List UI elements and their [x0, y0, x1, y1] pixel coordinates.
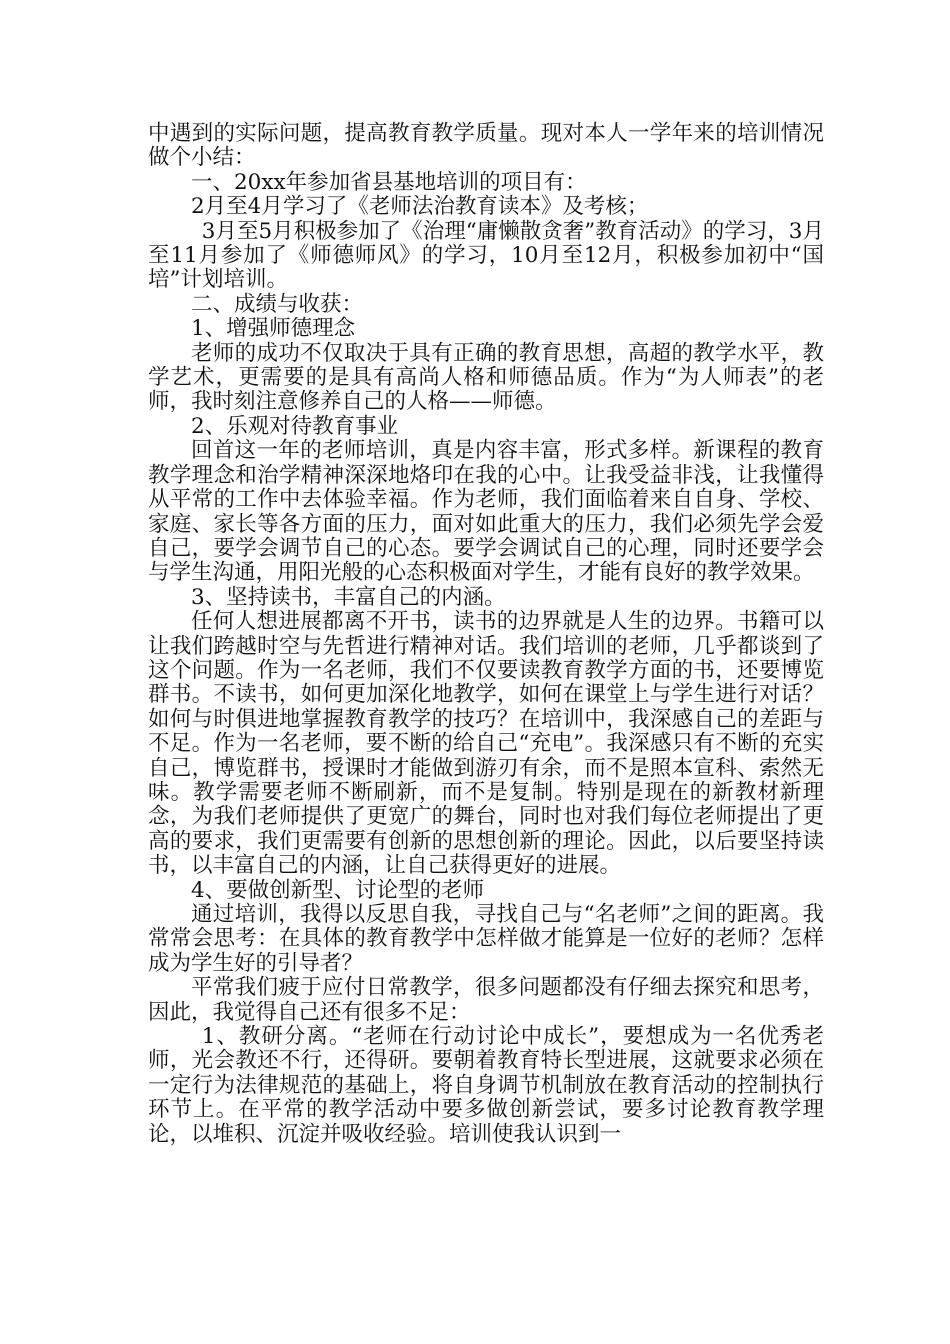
subsection-heading: 1、增强师德理念: [191, 316, 356, 342]
subsection-heading: 2、乐观对待教育事业: [191, 413, 399, 439]
subsection-heading: 3、坚持读书，丰富自己的内涵。: [191, 584, 506, 610]
paragraph: 老师的成功不仅取决于具有正确的教育思想，高超的教学水平，教学艺术，更需要的是具有高尚人格和师德品质。作为“为人师表”的老师，我时刻注意修养自己的人格——师德。: [148, 340, 824, 415]
document-body: [148, 122, 824, 1147]
paragraph: 一、20xx年参加省县基地培训的项目有：: [191, 169, 587, 195]
paragraph: 任何人想进展都离不开书，读书的边界就是人生的边界。书籍可以让我们跨越时空与先哲进行精神对话。我们培训的老师，几乎都谈到了这个问题。作为一名老师，我们不仅要读教育教学方面的书，还要博览群书。不读书，如何更加深化地教学，如何在课堂上与学生进行对话？如何与时俱进地掌握教育教学的技巧？在培训中，我深感自己的差距与不足。作为一名老师，要不断的给自己“充电”。我深感只有不断的充实自己，博览群书，授课时才能做到游刃有余，而不是照本宣科、索然无味。教学需要老师不断刷新，而不是复制。特别是现在的新教材新理念，为我们老师提供了更宽广的舞台，同时也对我们每位老师提出了更高的要求，我们更需要有创新的思想创新的理论。因此，以后要坚持读书，以丰富自己的内涵，让自己获得更好的进展。: [148, 609, 824, 879]
paragraph: 平常我们疲于应付日常教学，很多问题都没有仔细去探究和思考，因此，我觉得自己还有很多不足：: [148, 975, 824, 1025]
paragraph: 1、教研分离。“老师在行动讨论中成长”，要想成为一名优秀老师，光会教还不行，还得研。要朝着教育特长型进展，这就要求必须在一定行为法律规范的基础上，将自身调节机制放在教育活动的控制执行环节上。在平常的教学活动中要多做创新尝试，要多讨论教育教学理论，以堆积、沉淀并吸收经验。培训使我认识到一: [148, 1024, 824, 1147]
section-heading: 二、成绩与收获：: [191, 291, 364, 317]
paragraph: 3月至5月积极参加了《治理“庸懒散贪奢”教育活动》的学习，3月至11月参加了《师德师风》的学习，10月至12月，积极参加初中“国培”计划培训。: [148, 218, 824, 293]
paragraph: 中遇到的实际问题，提高教育教学质量。现对本人一学年来的培训情况做个小结：: [148, 121, 824, 171]
paragraph: 通过培训，我得以反思自我，寻找自己与“名老师”之间的距离。我常常会思考：在具体的教育教学中怎样做才能算是一位好的老师？怎样成为学生好的引导者？: [148, 902, 824, 976]
subsection-heading: 4、要做创新型、讨论型的老师: [191, 877, 485, 903]
paragraph: 2月至4月学习了《老师法治教育读本》及考核；: [191, 194, 649, 220]
paragraph: 回首这一年的老师培训，真是内容丰富，形式多样。新课程的教育教学理念和治学精神深深地烙印在我的心中。让我受益非浅，让我懂得从平常的工作中去体验幸福。作为老师，我们面临着来自自身、学校、家庭、家长等各方面的压力，面对如此重大的压力，我们必须先学会爱自己，要学会调节自己的心态。要学会调试自己的心理，同时还要学会与学生沟通，用阳光般的心态积极面对学生，才能有良好的教学效果。: [148, 438, 824, 586]
